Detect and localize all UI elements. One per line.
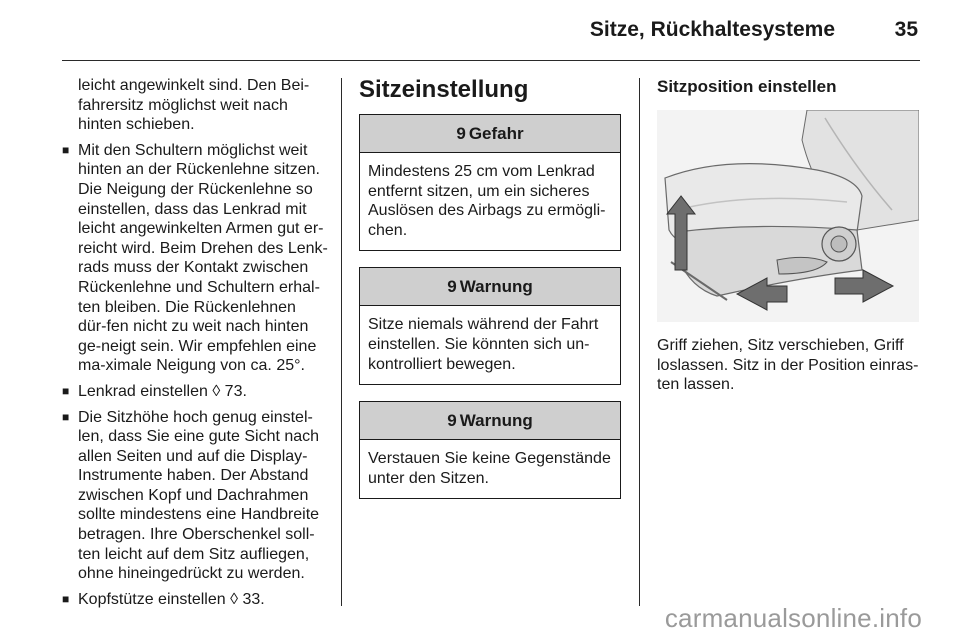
bullet-icon: ■	[62, 142, 70, 157]
list-item-text: Lenkrad einstellen ◊ 73.	[78, 382, 247, 400]
list-item	[62, 408, 328, 584]
middle-column	[359, 76, 621, 515]
watermark: carmanualsonline.info	[664, 603, 922, 633]
warning-notice	[359, 401, 621, 499]
list-item	[62, 141, 328, 376]
warning-triangle-icon: 9	[456, 123, 466, 143]
notice-header	[360, 115, 620, 153]
list-item-text: Mit den Schultern möglichst weit hinten an der Rückenlehne sitzen. Die Neigung der Rückenlehne so einstellen, dass das Lenkrad mit leicht angewinkelten Armen gut er-reicht wird. Beim Drehen des Lenk-rads muss der Kontakt zwischen Rückenlehne und Schultern erhal-ten bleiben. Die Rückenlehnen dür-fen nicht zu weit nach hinten ge-neigt sein. Wir empfehlen eine ma-ximale Neigung von ca. 25°.	[78, 141, 328, 375]
warning-triangle-icon: 9	[447, 276, 457, 296]
figure-caption: Griff ziehen, Sitz verschieben, Griff loslassen. Sitz in der Position einras-ten lassen.	[657, 337, 919, 394]
notice-text: Sitze niemals während der Fahrt einstellen. Sie könnten sich un-kontrolliert bewegen.	[368, 316, 599, 373]
left-column	[62, 76, 328, 615]
notice-text: Verstauen Sie keine Gegenstände unter den Sitzen.	[368, 450, 611, 487]
column-divider	[341, 78, 342, 606]
bullet-list	[62, 141, 328, 610]
notice-header	[360, 268, 620, 306]
notice-label: Warnung	[459, 410, 533, 430]
section-title: Sitzeinstellung	[359, 76, 529, 103]
notice-header	[360, 402, 620, 440]
list-item-text: Kopfstütze einstellen ◊ 33.	[78, 590, 265, 608]
column-divider	[639, 78, 640, 606]
header-rule	[62, 60, 920, 61]
subsection-title: Sitzposition einstellen	[657, 77, 837, 96]
continuation-paragraph: leicht angewinkelt sind. Den Bei-fahrersitz möglichst weit nach hinten schieben.	[78, 77, 310, 134]
list-item-text: Die Sitzhöhe hoch genug einstel-len, dass Sie eine gute Sicht nach allen Seiten und auf die Display-Instrumente haben. Der Abstand zwischen Kopf und Dachrahmen sollte mindestens eine Handbreite betragen. Ihre Oberschenkel soll-ten leicht auf dem Sitz aufliegen, ohne hineingedrückt zu werden.	[78, 408, 320, 583]
warning-triangle-icon: 9	[447, 410, 457, 430]
danger-notice	[359, 114, 621, 251]
notice-text: Mindestens 25 cm vom Lenkrad entfernt sitzen, um ein sicheres Auslösen des Airbags zu ermögli-chen.	[368, 163, 606, 239]
header-title: Sitze, Rückhaltesysteme	[589, 18, 835, 41]
list-item	[62, 590, 328, 610]
bullet-icon: ■	[62, 383, 70, 398]
notice-label: Gefahr	[468, 123, 524, 143]
notice-label: Warnung	[459, 276, 533, 296]
bullet-icon: ■	[62, 591, 70, 606]
seat-adjustment-illustration	[657, 110, 919, 322]
list-item	[62, 382, 328, 402]
right-column	[657, 76, 921, 395]
bullet-icon: ■	[62, 409, 70, 424]
warning-notice	[359, 267, 621, 385]
page-number: 35	[894, 18, 918, 41]
